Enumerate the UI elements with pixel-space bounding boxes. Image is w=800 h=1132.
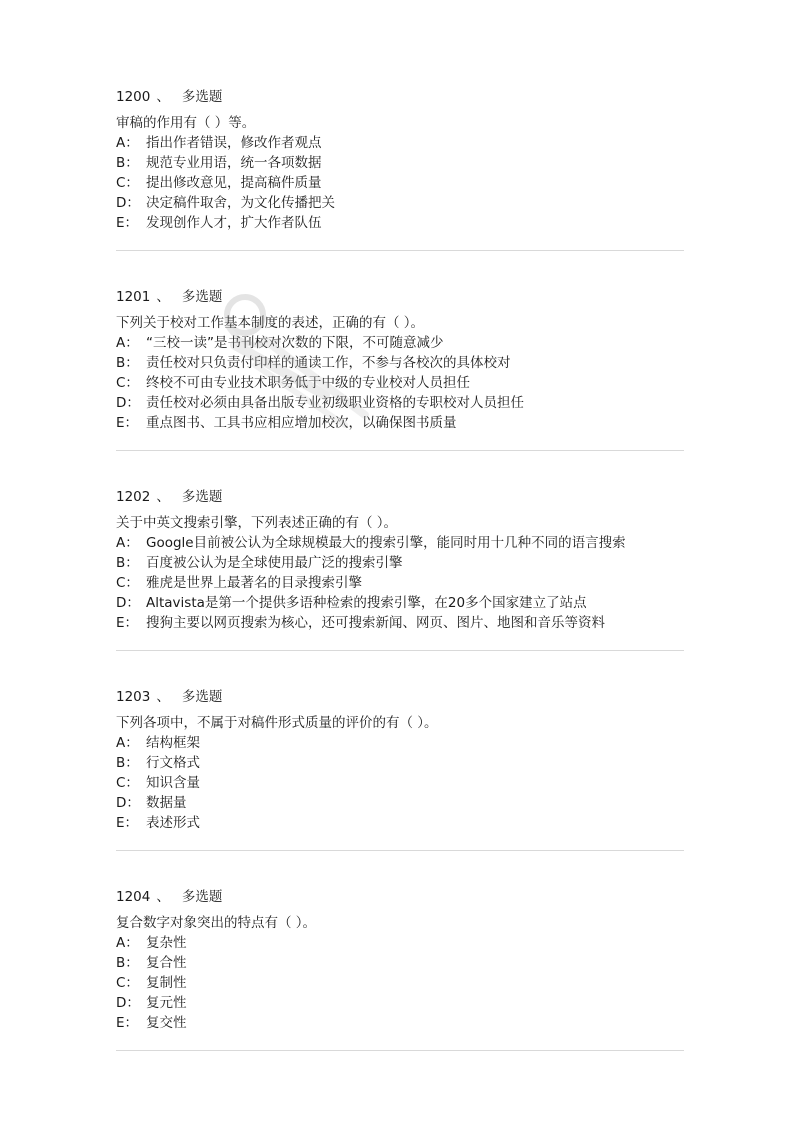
option-text: 知识含量 (146, 775, 200, 791)
option-letter: D： (116, 395, 140, 411)
question-separator: 、 (156, 489, 170, 505)
option-text: 指出作者错误，修改作者观点 (146, 135, 322, 151)
option-letter: A： (116, 535, 139, 551)
option-b (116, 953, 684, 973)
question-stem: 审稿的作用有（ ）等。 (116, 115, 256, 131)
question-divider (116, 1050, 684, 1051)
option-text: 责任校对必须由具备出版专业初级职业资格的专职校对人员担任 (146, 395, 524, 411)
question-stem: 关于中英文搜索引擎，下列表述正确的有（ ）。 (116, 515, 398, 531)
option-text: Google目前被公认为全球规模最大的搜索引擎，能同时用十几种不同的语言搜索 (146, 535, 626, 551)
option-letter: A： (116, 935, 139, 951)
option-text: 搜狗主要以网页搜索为核心，还可搜索新闻、网页、图片、地图和音乐等资料 (146, 615, 605, 631)
option-letter: C： (116, 975, 139, 991)
option-b (116, 753, 684, 773)
option-letter: D： (116, 595, 140, 611)
option-text: 表述形式 (146, 815, 200, 831)
option-c (116, 373, 684, 393)
question-type: 多选题 (181, 689, 223, 705)
question-type: 多选题 (181, 289, 223, 305)
option-d (116, 393, 684, 413)
question-header (116, 87, 684, 107)
question-separator: 、 (156, 89, 170, 105)
option-letter: E： (116, 1015, 139, 1031)
question-type: 多选题 (181, 489, 223, 505)
option-text: 复合性 (146, 955, 187, 971)
question-divider (116, 850, 684, 851)
option-text: 重点图书、工具书应相应增加校次，以确保图书质量 (146, 415, 457, 431)
option-text: 复制性 (146, 975, 187, 991)
option-text: 决定稿件取舍，为文化传播把关 (146, 195, 335, 211)
question-header (116, 687, 684, 707)
question-stem: 下列关于校对工作基本制度的表述，正确的有（ ）。 (116, 315, 425, 331)
option-letter: C： (116, 375, 139, 391)
question-divider (116, 650, 684, 651)
question-header (116, 887, 684, 907)
question-1201 (116, 287, 684, 433)
question-number: 1203 (116, 689, 151, 705)
option-c (116, 773, 684, 793)
question-number: 1204 (116, 889, 151, 905)
option-text: “三校一读”是书刊校对次数的下限，不可随意减少 (146, 335, 444, 351)
option-e (116, 613, 684, 633)
option-letter: C： (116, 575, 139, 591)
question-1203 (116, 687, 684, 833)
question-separator: 、 (156, 289, 170, 305)
option-text: Altavista是第一个提供多语种检索的搜索引擎，在20多个国家建立了站点 (146, 595, 587, 611)
option-letter: A： (116, 735, 139, 751)
option-letter: A： (116, 135, 139, 151)
option-e (116, 813, 684, 833)
option-letter: B： (116, 355, 139, 371)
question-number: 1202 (116, 489, 151, 505)
option-a (116, 933, 684, 953)
option-a (116, 733, 684, 753)
option-text: 复元性 (146, 995, 187, 1011)
question-separator: 、 (156, 889, 170, 905)
option-e (116, 213, 684, 233)
question-type: 多选题 (181, 89, 223, 105)
option-letter: E： (116, 215, 139, 231)
question-stem: 复合数字对象突出的特点有（ ）。 (116, 915, 317, 931)
option-letter: E： (116, 615, 139, 631)
question-1204 (116, 887, 684, 1033)
option-letter: B： (116, 955, 139, 971)
option-text: 结构框架 (146, 735, 200, 751)
option-letter: E： (116, 415, 139, 431)
option-text: 复交性 (146, 1015, 187, 1031)
option-letter: B： (116, 755, 139, 771)
question-divider (116, 450, 684, 451)
option-c (116, 973, 684, 993)
option-text: 提出修改意见，提高稿件质量 (146, 175, 322, 191)
option-c (116, 573, 684, 593)
option-c (116, 173, 684, 193)
option-e (116, 1013, 684, 1033)
option-letter: C： (116, 175, 139, 191)
question-1200 (116, 87, 684, 233)
option-letter: C： (116, 775, 139, 791)
question-1202 (116, 487, 684, 633)
option-letter: D： (116, 195, 140, 211)
option-e (116, 413, 684, 433)
option-text: 责任校对只负责付印样的通读工作，不参与各校次的具体校对 (146, 355, 511, 371)
option-letter: B： (116, 555, 139, 571)
question-stem: 下列各项中，不属于对稿件形式质量的评价的有（ ）。 (116, 715, 438, 731)
option-text: 规范专业用语，统一各项数据 (146, 155, 322, 171)
option-b (116, 553, 684, 573)
option-b (116, 153, 684, 173)
question-number: 1200 (116, 89, 151, 105)
option-letter: B： (116, 155, 139, 171)
option-a (116, 533, 684, 553)
option-a (116, 133, 684, 153)
option-letter: D： (116, 995, 140, 1011)
option-text: 终校不可由专业技术职务低于中级的专业校对人员担任 (146, 375, 470, 391)
option-text: 行文格式 (146, 755, 200, 771)
option-text: 百度被公认为是全球使用最广泛的搜索引擎 (146, 555, 403, 571)
option-a (116, 333, 684, 353)
option-letter: A： (116, 335, 139, 351)
option-text: 雅虎是世界上最著名的目录搜索引擎 (146, 575, 362, 591)
option-text: 复杂性 (146, 935, 187, 951)
question-header (116, 287, 684, 307)
option-letter: E： (116, 815, 139, 831)
question-separator: 、 (156, 689, 170, 705)
option-d (116, 593, 684, 613)
option-b (116, 353, 684, 373)
question-divider (116, 250, 684, 251)
option-letter: D： (116, 795, 140, 811)
option-d (116, 993, 684, 1013)
question-number: 1201 (116, 289, 151, 305)
option-text: 发现创作人才，扩大作者队伍 (146, 215, 322, 231)
option-d (116, 793, 684, 813)
question-header (116, 487, 684, 507)
option-text: 数据量 (146, 795, 187, 811)
option-d (116, 193, 684, 213)
question-type: 多选题 (181, 889, 223, 905)
